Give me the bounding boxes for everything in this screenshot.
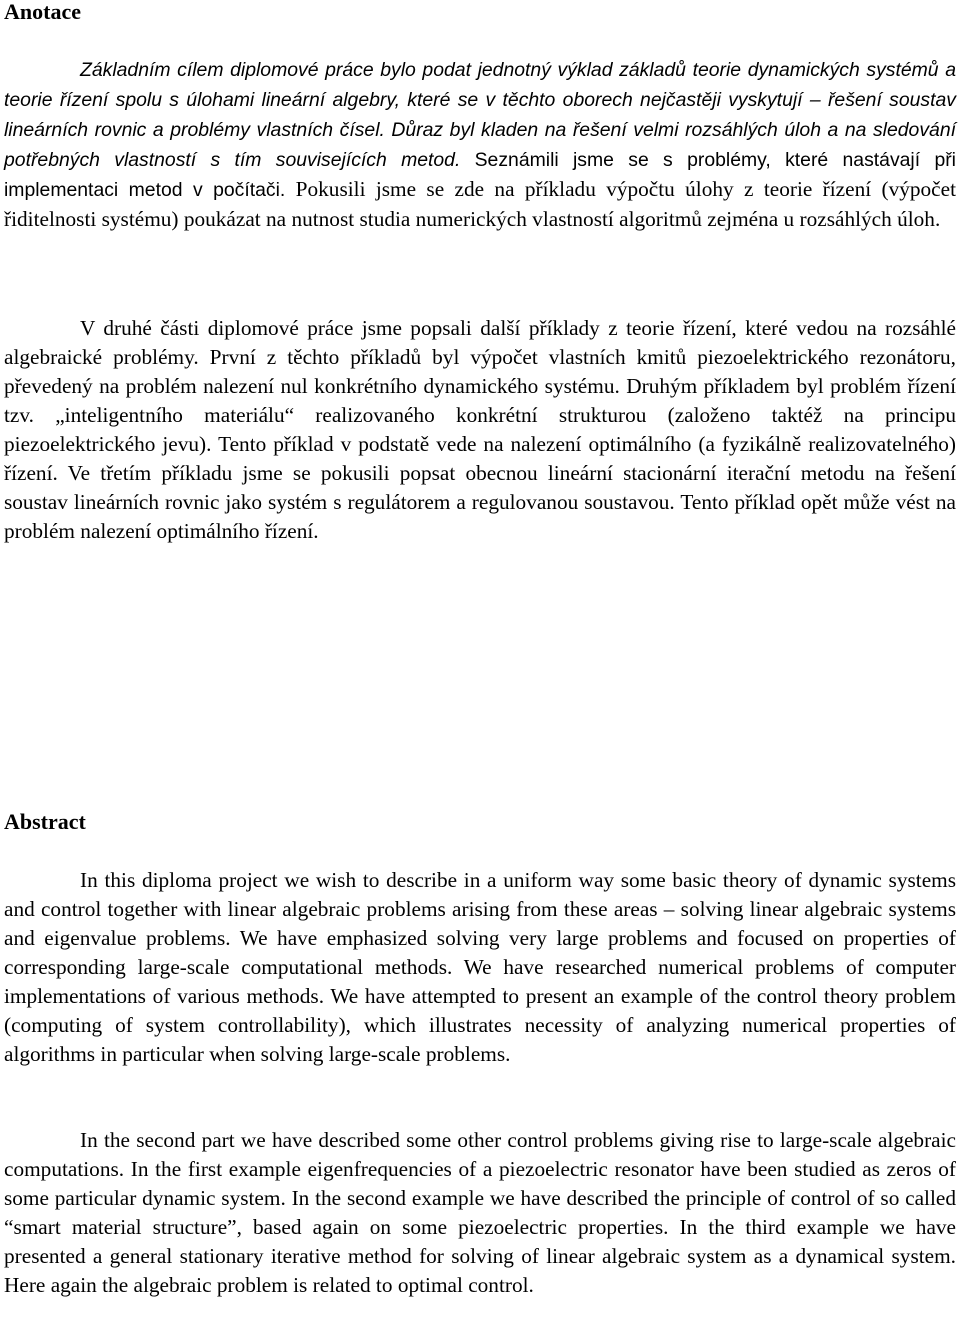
anotace-heading: Anotace [4, 0, 81, 24]
anotace-p1-sentence-3: Seznámili jsme se s problémy, které nastávají při implementaci metod v počítači. [4, 149, 956, 201]
abstract-heading: Abstract [4, 809, 86, 834]
anotace-paragraph-2: V druhé části diplomové práce jsme popsali další příklady z teorie řízení, které vedou na rozsáhlé algebraické problémy. První z těchto příkladů byl výpočet vlastních kmitů piezoelektrického rezonátoru, převedený na problém nalezení nul konkrétního dynamického systému. Druhým příkladem byl problém řízení tzv. „inteligentního materiálu“ realizovaného konkrétní strukturou (založeno taktéž na principu piezoelektrického jevu). Tento příklad v podstatě vede na nalezení optimálního (a fyzikálně realizovatelného) řízení. Ve třetím příkladu jsme se pokusili popsat obecnou lineární stacionární iterační metodu na řešení soustav lineárních rovnic jako systém s regulátorem a regulovanou soustavou. Tento příklad opět může vést na problém nalezení optimálního řízení. [4, 316, 956, 543]
abstract-paragraph-2: In the second part we have described some other control problems giving rise to large-scale algebraic computations. In the first example eigenfrequencies of a piezoelectric resonator have been studied as zeros of some particular dynamic system. In the second example we have described the principle of control of so called “smart material structure”, based again on some piezoelectric properties. In the third example we have presented a general stationary iterative method for solving of linear algebraic system as a dynamical system. Here again the algebraic problem is related to optimal control. [4, 1128, 956, 1297]
anotace-paragraph-1 [4, 55, 956, 234]
anotace-p1-sentence-4: Pokusili jsme se zde na příkladu výpočtu úlohy z teorie řízení (výpočet řiditelnosti systému) poukázat na nutnost studia numerických vlastností algoritmů zejména u rozsáhlých úloh. [4, 177, 957, 231]
anotace-p1-sentence-2: Důraz byl kladen na řešení velmi rozsáhlých úloh a na sledování potřebných vlastností s tím souvisejících metod. [4, 119, 956, 171]
abstract-paragraph-1: In this diploma project we wish to describe in a uniform way some basic theory of dynamic systems and control together with linear algebraic problems arising from these areas – solving linear algebraic systems and eigenvalue problems. We have emphasized solving very large problems and focused on properties of corresponding large-scale computational methods. We have researched numerical problems of computer implementations of various methods. We have attempted to present an example of the control theory problem (computing of system controllability), which illustrates necessity of analyzing numerical properties of algorithms in particular when solving large-scale problems. [4, 868, 956, 1066]
anotace-p1-sentence-1: Základním cílem diplomové práce bylo podat jednotný výklad základů teorie dynamických systémů a teorie řízení spolu s úlohami lineární algebry, které se v těchto oborech nejčastěji vyskytují – řešení soustav lineárních rovnic a problémy vlastních čísel. [4, 59, 956, 141]
